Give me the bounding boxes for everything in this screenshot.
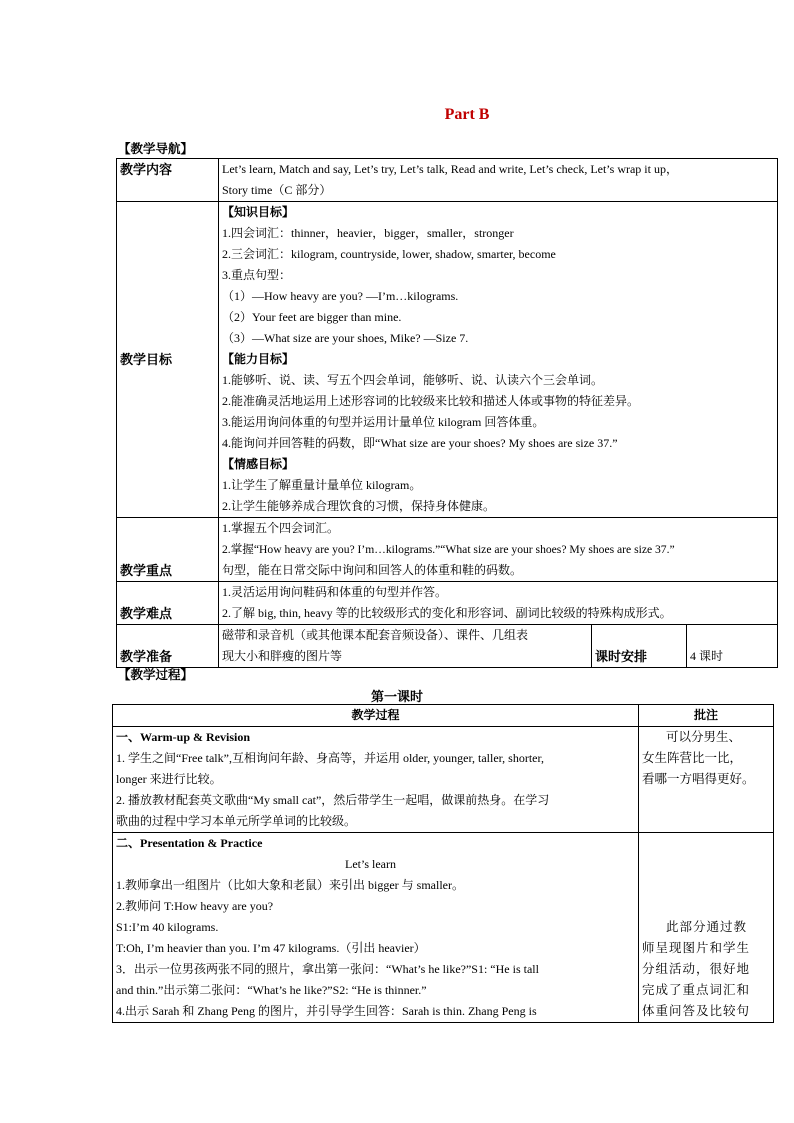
warmup-line: longer 来进行比较。	[116, 772, 222, 786]
goals-line: 3.能运用询问体重的句型并运用计量单位 kilogram 回答体重。	[222, 415, 545, 429]
goals-subheading: 【情感目标】	[222, 457, 295, 471]
difficult-points-label: 教学难点	[117, 582, 219, 625]
presentation-line: 1.教师拿出一组图片（比如大象和老鼠）来引出 bigger 与 smaller。	[116, 878, 464, 892]
content-line: Let’s learn, Match and say, Let’s try, Let’s talk, Read and write, Let’s check, Let’s wrap it up，	[222, 162, 678, 176]
presentation-row	[113, 833, 774, 1023]
key-line: 1.掌握五个四会词汇。	[222, 521, 340, 535]
difficult-points-row	[117, 582, 778, 625]
content-label: 教学内容	[117, 159, 219, 202]
goals-line: 1.能够听、说、读、写五个四会单词，能够听、说、认读六个三会单词。	[222, 373, 604, 387]
goals-line: 3.重点句型：	[222, 268, 292, 282]
presentation-note-line: 体重问答及比较句	[642, 1004, 751, 1018]
notes-column-header: 批注	[639, 705, 774, 727]
presentation-note-line: 完成了重点词汇和	[642, 983, 751, 997]
prep-line: 磁带和录音机（或其他课本配套音频设备）、课件、几组表	[222, 628, 529, 642]
content-cell	[219, 159, 778, 202]
warmup-heading: 一、Warm-up & Revision	[116, 730, 251, 744]
presentation-note-line: 分组活动，很好地	[642, 962, 751, 976]
goals-line: （3）—What size are your shoes, Mike? —Size 7.	[222, 331, 469, 345]
preparation-row	[117, 625, 778, 668]
presentation-heading: 二、Presentation & Practice	[116, 836, 263, 850]
goals-line: （1）—How heavy are you? —I’m…kilograms.	[222, 289, 459, 303]
schedule-value: 4 课时	[687, 625, 778, 668]
key-line: 2.掌握“How heavy are you? I’m…kilograms.”“What size are your shoes? My shoes are size 37.”	[222, 543, 675, 556]
warmup-line: 1. 学生之间“Free talk”,互相询问年龄、身高等，并运用 older, younger, taller, shorter,	[116, 751, 544, 765]
key-points-cell	[219, 518, 778, 582]
goals-subheading: 【知识目标】	[222, 205, 295, 219]
goals-line: （2）Your feet are bigger than mine.	[222, 310, 402, 324]
warmup-cell	[113, 727, 639, 833]
process-column-header: 教学过程	[113, 705, 639, 727]
presentation-note-line: 此部分通过教	[666, 920, 748, 934]
goals-line: 4.能询问并回答鞋的码数，即“What size are your shoes? My shoes are size 37.”	[222, 436, 618, 450]
difficult-line: 2.了解 big, thin, heavy 等的比较级形式的变化和形容词、副词比较级的特殊构成形式。	[222, 606, 672, 620]
key-points-label: 教学重点	[117, 518, 219, 582]
goals-line: 2.让学生能够养成合理饮食的习惯，保持身体健康。	[222, 499, 496, 513]
difficult-line: 1.灵活运用询问鞋码和体重的句型并作答。	[222, 585, 448, 599]
warmup-row	[113, 727, 774, 833]
presentation-note-line: 师呈现图片和学生	[642, 941, 751, 955]
presentation-line: and thin.”出示第二张问：“What’s he like?”S2: “He is thinner.”	[116, 983, 427, 997]
goals-line: 1.四会词汇：thinner，heavier，bigger，smaller，stronger	[222, 226, 514, 240]
warmup-line: 歌曲的过程中学习本单元所学单词的比较级。	[116, 814, 357, 828]
goals-line: 2.三会词汇：kilogram, countryside, lower, shadow, smarter, become	[222, 247, 556, 261]
lesson-title: 第一课时	[370, 689, 423, 704]
page-title: Part B	[444, 106, 490, 123]
presentation-line: 4.出示 Sarah 和 Zhang Peng 的图片，并引导学生回答：Sarah is thin. Zhang Peng is	[116, 1004, 537, 1018]
goals-line: 1.让学生了解重量计量单位 kilogram。	[222, 478, 422, 492]
content-line: Story time（C 部分）	[222, 183, 332, 197]
goals-cell	[219, 202, 778, 518]
content-row	[117, 159, 778, 202]
goals-label: 教学目标	[117, 202, 219, 518]
difficult-points-cell	[219, 582, 778, 625]
warmup-note-line: 看哪一方唱得更好。	[642, 772, 755, 786]
teaching-guide-table	[116, 158, 778, 668]
guide-section-header: 【教学导航】	[118, 142, 194, 156]
presentation-line: 2.教师问 T:How heavy are you?	[116, 899, 274, 913]
warmup-note-line: 女生阵营比一比，	[642, 751, 743, 765]
key-line: 句型，能在日常交际中询问和回答人的体重和鞋的码数。	[222, 563, 523, 577]
prep-line: 现大小和胖瘦的图片等	[222, 649, 343, 663]
preparation-label: 教学准备	[117, 625, 219, 668]
process-section-header: 【教学过程】	[118, 668, 194, 682]
schedule-label: 课时安排	[592, 625, 687, 668]
presentation-cell	[113, 833, 639, 1023]
presentation-subheading: Let’s learn	[345, 857, 396, 871]
warmup-notes	[639, 727, 774, 833]
warmup-line: 2. 播放教材配套英文歌曲“My small cat”，然后带学生一起唱，做课前热身。在学习	[116, 793, 550, 807]
teaching-process-table	[112, 704, 774, 1023]
presentation-notes	[639, 833, 774, 1023]
key-points-row	[117, 518, 778, 582]
goals-row	[117, 202, 778, 518]
presentation-line: 3．出示一位男孩两张不同的照片，拿出第一张问：“What’s he like?”S1: “He is tall	[116, 962, 539, 976]
process-header-row	[113, 705, 774, 727]
goals-subheading: 【能力目标】	[222, 352, 295, 366]
warmup-note-line: 可以分男生、	[666, 730, 742, 744]
presentation-line: S1:I’m 40 kilograms.	[116, 920, 219, 934]
preparation-cell	[219, 625, 592, 668]
presentation-line: T:Oh, I’m heavier than you. I’m 47 kilograms.（引出 heavier）	[116, 941, 426, 955]
goals-line: 2.能准确灵活地运用上述形容词的比较级来比较和描述人体或事物的特征差异。	[222, 394, 640, 408]
